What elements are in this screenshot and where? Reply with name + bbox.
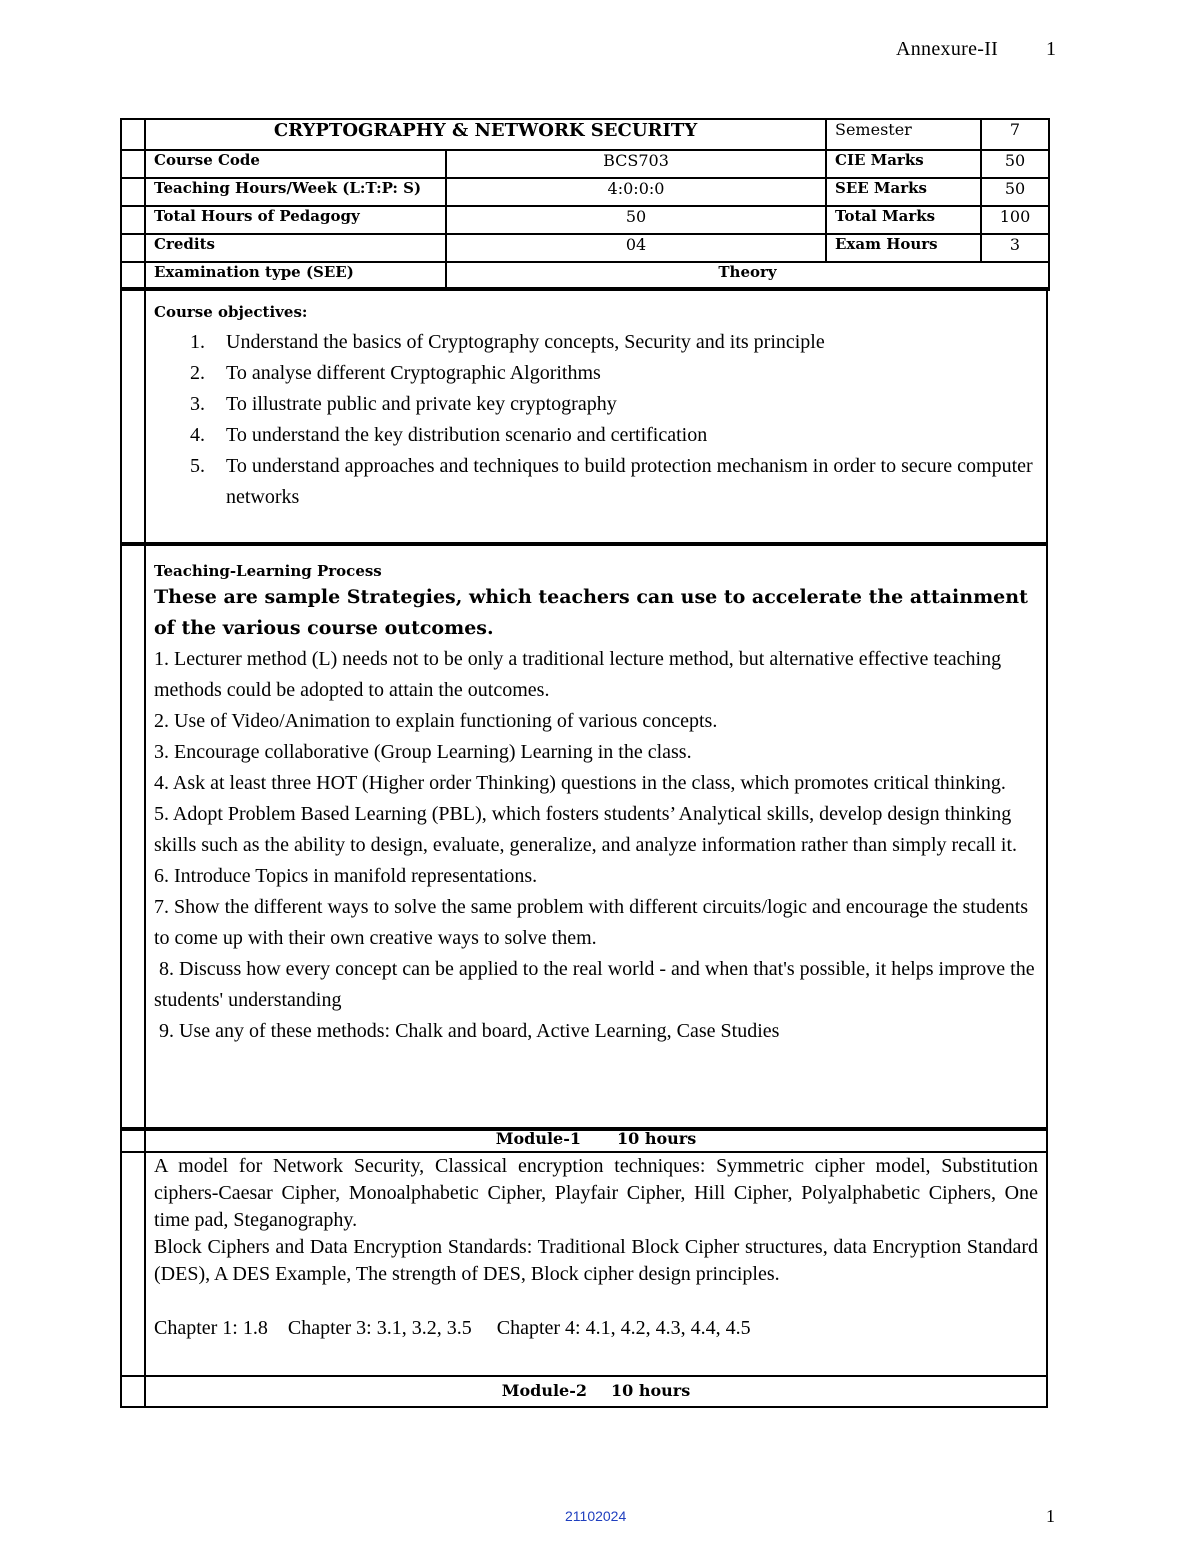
objective-item: 1. Understand the basics of Cryptography concepts, Security and its principle — [190, 331, 825, 353]
course-info-table — [120, 118, 1050, 291]
exam-type-row — [121, 262, 1049, 290]
objective-item: 4. To understand the key distribution scenario and certification — [190, 424, 708, 446]
course-code-label: Course Code — [145, 150, 446, 178]
pedagogy-hours-label: Total Hours of Pedagogy — [145, 206, 446, 234]
teaching-process-intro: These are sample Strategies, which teachers can use to accelerate the attainment of the various course outcomes. — [154, 586, 1028, 639]
module-1-content — [145, 1152, 1047, 1376]
course-title-row — [121, 119, 1049, 150]
exam-hours-value: 3 — [981, 234, 1049, 262]
objective-item: 3. To illustrate public and private key cryptography — [190, 393, 617, 415]
teaching-hours-row — [121, 178, 1049, 206]
strategy-item: 2. Use of Video/Animation to explain functioning of various concepts. — [154, 710, 718, 732]
module-1-content-row — [121, 1152, 1047, 1376]
annexure-label: Annexure-II — [896, 38, 999, 60]
module-1-table — [120, 1127, 1048, 1408]
margin-cell — [121, 150, 145, 178]
footer-page-number: 1 — [1046, 1506, 1055, 1526]
see-marks-label: SEE Marks — [826, 178, 981, 206]
exam-hours-label: Exam Hours — [826, 234, 981, 262]
margin-cell — [121, 543, 145, 1130]
footer-date: 21102024 — [565, 1508, 627, 1524]
strategy-item: 4. Ask at least three HOT (Higher order Thinking) questions in the class, which promotes critical thinking. — [154, 772, 1006, 794]
strategy-item: 7. Show the different ways to solve the same problem with different circuits/logic and encourage the students to come up with their own creative ways to solve them. — [154, 896, 1029, 949]
credits-value: 04 — [446, 234, 826, 262]
margin-cell — [121, 234, 145, 262]
total-marks-label: Total Marks — [826, 206, 981, 234]
teaching-process-heading: Teaching-Learning Process — [154, 562, 382, 580]
cie-marks-label: CIE Marks — [826, 150, 981, 178]
module-1-paragraph: A model for Network Security, Classical encryption techniques: Symmetric cipher model, Substitution ciphers-Caesar Cipher, Monoalphabetic Cipher, Playfair Cipher, Hill Cipher, Polyalphabetic Ciphers, One time pad, Steganography. — [154, 1155, 1038, 1231]
margin-cell — [121, 1152, 145, 1376]
margin-cell — [121, 288, 145, 545]
module-1-header-row — [121, 1128, 1047, 1152]
objective-item: 5. To understand approaches and techniques to build protection mechanism in order to secure computer networks — [190, 455, 1033, 508]
syllabus-document — [120, 118, 1048, 1403]
objectives-list — [154, 327, 1038, 513]
cie-marks-value: 50 — [981, 150, 1049, 178]
exam-type-value: Theory — [446, 262, 1049, 290]
credits-label: Credits — [145, 234, 446, 262]
strategy-item: 3. Encourage collaborative (Group Learning) Learning in the class. — [154, 741, 692, 763]
course-code-value: BCS703 — [446, 150, 826, 178]
module-2-heading — [145, 1376, 1047, 1407]
teaching-process-cell — [145, 543, 1047, 1130]
header-page-number: 1 — [1046, 38, 1056, 60]
module-1-name: Module-1 — [495, 1129, 581, 1148]
credits-row — [121, 234, 1049, 262]
margin-cell — [121, 1128, 145, 1152]
module-2-name: Module-2 — [501, 1381, 587, 1400]
module-1-heading — [145, 1128, 1047, 1152]
pedagogy-hours-value: 50 — [446, 206, 826, 234]
margin-cell — [121, 206, 145, 234]
margin-cell — [121, 178, 145, 206]
teaching-hours-value: 4:0:0:0 — [446, 178, 826, 206]
course-code-row — [121, 150, 1049, 178]
pedagogy-hours-row — [121, 206, 1049, 234]
module-2-hours: 10 hours — [611, 1381, 691, 1400]
module-1-chapters: Chapter 1: 1.8 Chapter 3: 3.1, 3.2, 3.5 Chapter 4: 4.1, 4.2, 4.3, 4.4, 4.5 — [154, 1317, 751, 1339]
module-1-hours: 10 hours — [617, 1129, 697, 1148]
teaching-process-table — [120, 542, 1048, 1131]
strategy-item: 6. Introduce Topics in manifold representations. — [154, 865, 538, 887]
margin-cell — [121, 1376, 145, 1407]
module-2-header-row — [121, 1376, 1047, 1407]
strategy-item: 8. Discuss how every concept can be applied to the real world - and when that's possible, it helps improve the students' understanding — [154, 958, 1040, 1011]
course-title: CRYPTOGRAPHY & NETWORK SECURITY — [145, 119, 826, 150]
strategy-item: 9. Use any of these methods: Chalk and board, Active Learning, Case Studies — [154, 1020, 780, 1042]
objectives-cell — [145, 288, 1047, 545]
objectives-heading: Course objectives: — [154, 303, 308, 321]
strategy-item: 1. Lecturer method (L) needs not to be only a traditional lecture method, but alternative effective teaching methods could be adopted to attain the outcomes. — [154, 648, 1002, 701]
exam-type-label: Examination type (SEE) — [145, 262, 446, 290]
margin-cell — [121, 262, 145, 290]
module-1-paragraph: Block Ciphers and Data Encryption Standards: Traditional Block Cipher structures, data Encryption Standard (DES), A DES Example, The strength of DES, Block cipher design principles. — [154, 1236, 1038, 1285]
semester-label: Semester — [826, 119, 981, 150]
strategy-item: 5. Adopt Problem Based Learning (PBL), which fosters students’ Analytical skills, develop design thinking skills such as the ability to design, evaluate, generalize, and analyze information rather than simply recall it. — [154, 803, 1018, 856]
semester-value: 7 — [981, 119, 1049, 150]
teaching-hours-label: Teaching Hours/Week (L:T:P: S) — [145, 178, 446, 206]
margin-cell — [121, 119, 145, 150]
objective-item: 2. To analyse different Cryptographic Algorithms — [190, 362, 601, 384]
see-marks-value: 50 — [981, 178, 1049, 206]
objectives-table — [120, 287, 1048, 546]
total-marks-value: 100 — [981, 206, 1049, 234]
